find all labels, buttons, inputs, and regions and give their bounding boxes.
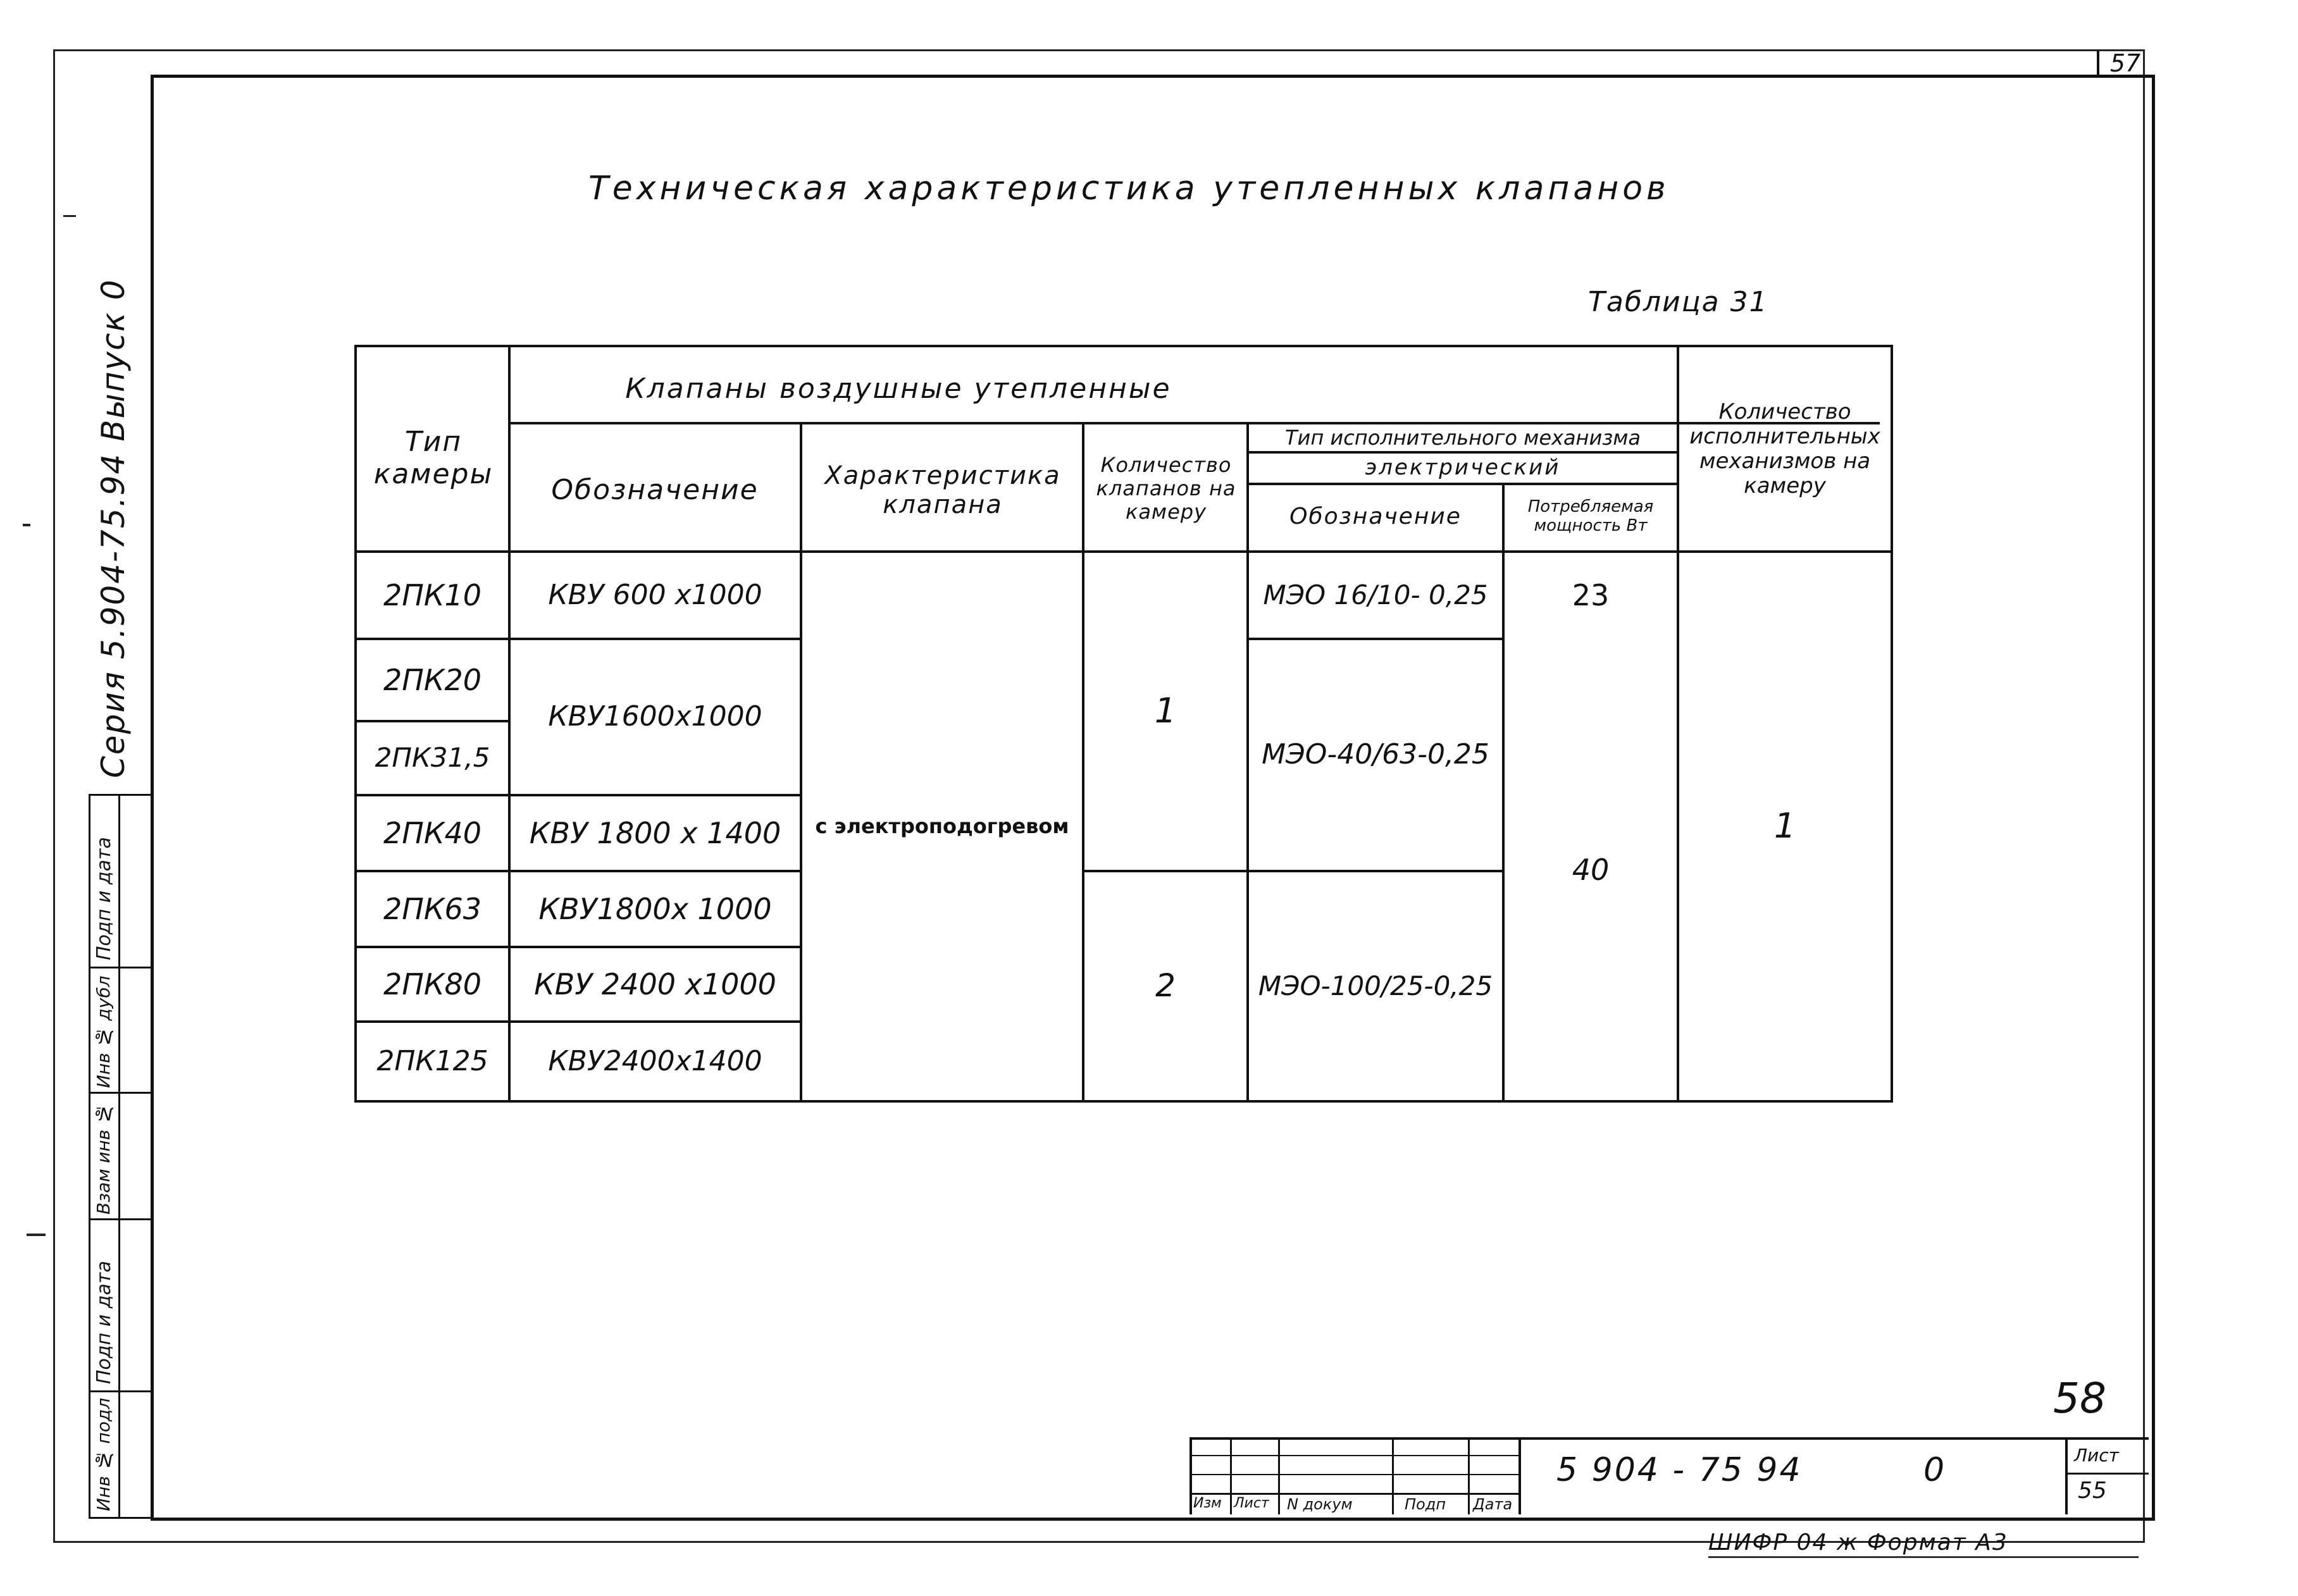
row-designation-2: КВУ1600х1000 [548,700,762,733]
binding-label-3: Взам инв № [93,1103,114,1215]
power-value-1: 23 [1572,578,1610,612]
row-designation-4: КВУ 1800 х 1400 [529,815,781,850]
format-underline [1708,1556,2139,1558]
mech-count-value: 1 [1773,806,1796,846]
doc-issue: 0 [1923,1451,1945,1489]
table-line [354,345,1893,347]
margin-tick [23,524,30,526]
tb-col-list: Лист [1234,1495,1269,1511]
row-type-4: 2ПК40 [383,815,482,850]
header-characteristic: Характеристика клапана [824,461,1061,519]
header-power: Потребляемая мощность Вт [1527,497,1654,535]
binding-label-4: Подп и дата [93,1261,115,1384]
doc-code: 5 904 - 75 94 [1556,1451,1803,1489]
binding-label-2: Инв № дубл [93,975,114,1088]
tb-line [1519,1437,1521,1514]
binding-label-5: Инв № подл [93,1397,114,1511]
valve-spec-table [354,345,1893,1104]
tb-col-sign: Подп [1405,1495,1446,1513]
tb-line [1392,1437,1394,1514]
binding-cell-4 [90,1218,152,1392]
header-mechanism-type: Тип исполнительного механизма [1284,425,1641,450]
characteristic-cell: с электроподогревом [815,814,1069,839]
row-type-1: 2ПК10 [383,578,482,612]
binding-label-1: Подп и дата [93,837,115,960]
row-designation-5: КВУ1800х 1000 [538,891,772,926]
binding-cell-3 [90,1092,152,1220]
header-camera-type: Тип камеры [373,426,494,490]
title-block [1189,1437,2149,1514]
tb-line [1230,1437,1232,1514]
sheet-corner-number: 57 [2109,49,2141,77]
margin-tick [27,1234,46,1236]
mech-designation-1: МЭО 16/10- 0,25 [1263,579,1488,610]
binding-cell-1 [90,796,152,968]
tb-line [1278,1437,1280,1514]
sheet-corner-tab [2097,51,2151,78]
row-type-5: 2ПК63 [383,891,482,926]
header-valves-qty: Количество клапанов на камеру [1096,453,1236,524]
document-title: Техническая характеристика утепленных клапанов [588,170,1670,207]
sheet-label: Лист [2074,1445,2119,1466]
valves-qty-1: 1 [1154,691,1177,731]
table-line [354,1100,1893,1103]
tb-line [1468,1437,1470,1514]
header-electric: электрический [1365,455,1561,481]
power-value-2: 40 [1572,853,1610,888]
tb-col-doc: N докум [1287,1495,1353,1513]
row-designation-7: КВУ2400х1400 [548,1044,762,1077]
tb-col-izm: Изм [1193,1495,1222,1511]
row-designation-6: КВУ 2400 х1000 [534,967,776,1001]
sheet-number: 55 [2078,1478,2107,1504]
binding-stamp [89,794,152,1519]
header-valves-group: Клапаны воздушные утепленные [625,372,1172,405]
tb-line [1189,1437,2149,1440]
header-designation: Обозначение [551,473,759,506]
tb-col-date: Дата [1473,1495,1513,1513]
handwritten-page-number: 58 [2053,1374,2106,1423]
binding-cell-5 [90,1390,152,1515]
margin-tick [63,215,76,217]
tb-line [2065,1473,2149,1475]
tb-line [1189,1437,1192,1514]
tb-line [2065,1437,2068,1514]
table-line [1891,345,1893,1103]
mech-designation-3: МЭО-100/25-0,25 [1258,970,1493,1001]
row-type-7: 2ПК125 [376,1044,488,1077]
table-number: Таблица 31 [1588,286,1768,318]
row-type-2: 2ПК20 [383,662,482,697]
valves-qty-2: 2 [1155,967,1176,1005]
format-note: ШИФР 04 ж Формат А3 [1708,1530,2008,1556]
row-type-6: 2ПК80 [383,967,482,1001]
series-label: Серия 5.904-75.94 Выпуск 0 [95,278,132,778]
header-mech-designation: Обозначение [1289,504,1462,530]
row-type-3: 2ПК31,5 [375,742,490,774]
mech-designation-2: МЭО-40/63-0,25 [1262,738,1489,771]
row-designation-1: КВУ 600 х1000 [548,578,762,611]
binding-cell-2 [90,967,152,1094]
header-mech-count: Количество исполнительных механизмов на камеру [1689,399,1880,499]
